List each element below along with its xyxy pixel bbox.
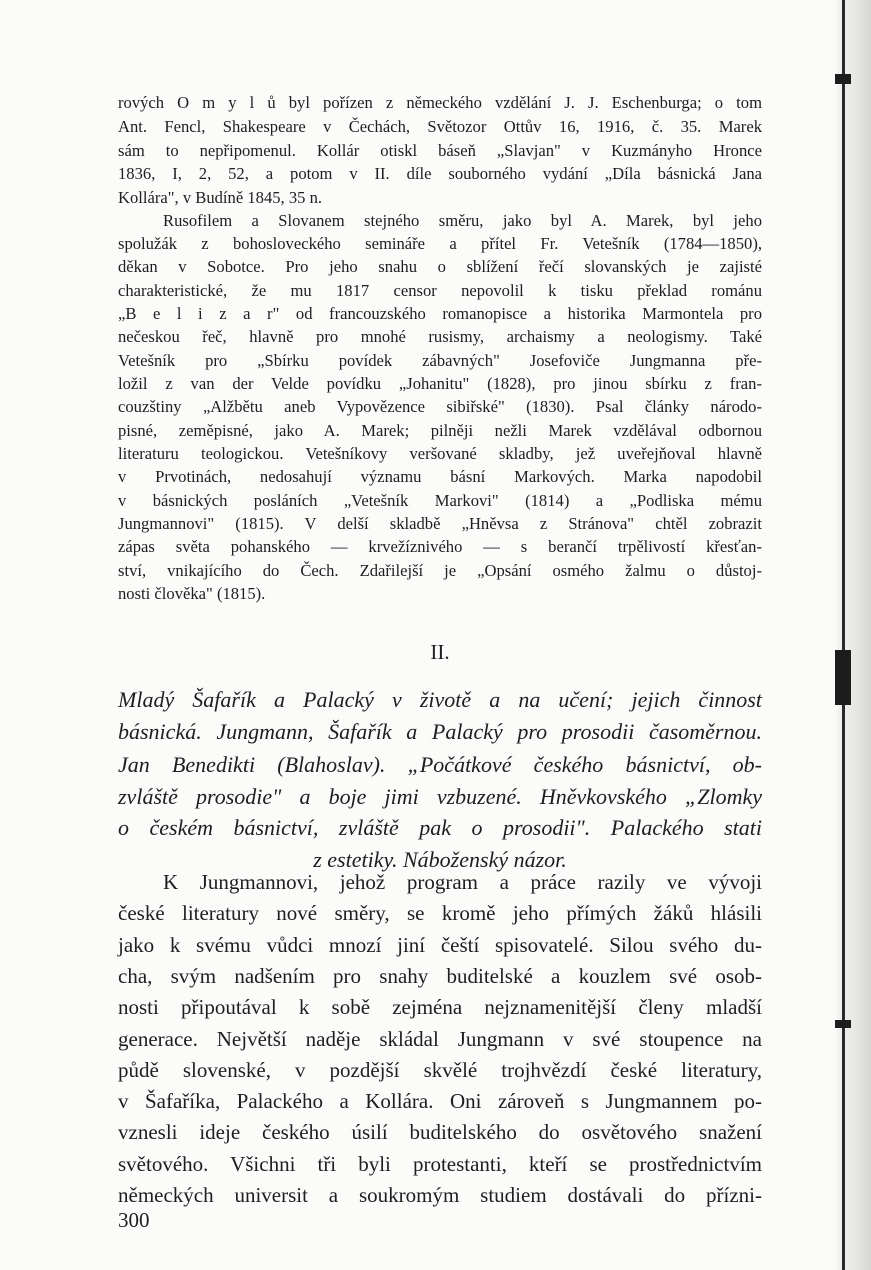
chapter-title-line: o českém básnictví, zvláště pak o prosodii". Palackého stati [118,815,762,840]
chapter-title-line: z estetiky. Náboženský názor. [313,847,567,872]
text-line: charakteristické, že mu 1817 censor nepovolil k tisku překlad románu [118,281,762,300]
text-line: pisné, zeměpisné, jako A. Marek; pilněji nežli Marek vzdělával odbornou [118,421,762,440]
text-line: couzštiny „Alžbětu aneb Vypovězence sibiřské" (1830). Psal články národo- [118,397,762,416]
text-line: Rusofilem a Slovanem stejného směru, jako byl A. Marek, byl jeho [163,211,762,230]
text-line: německých universit a soukromým studiem dostávali do přízni- [118,1183,762,1207]
edge-mark [835,74,851,84]
chapter-title-line: Mladý Šafařík a Palacký v životě a na učení; jejich činnost [118,687,762,712]
text-line: nosti člověka" (1815). [118,584,266,603]
text-line: v básnických posláních „Vetešník Markovi" (1814) a „Podliska mému [118,491,762,510]
text-line: 1836, I, 2, 52, a potom v II. díle souborného vydání „Díla básnická Jana [118,164,762,183]
text-line: děkan v Sobotce. Pro jeho snahu o sblížení řečí slovanských je zajisté [118,257,762,276]
text-line: spolužák z bohosloveckého semináře a přítel Fr. Vetešník (1784—1850), [118,234,762,253]
text-line: rových O m y l ů byl pořízen z německého vzdělání J. J. Eschenburga; o tom [118,93,762,112]
chapter-title-line: Jan Benedikti (Blahoslav). „Počátkové českého básnictví, ob- [118,752,762,777]
text-line: sám to nepřipomenul. Kollár otiskl báseň „Slavjan" v Kuzmányho Hronce [118,141,762,160]
text-line: ložil z van der Velde povídku „Johanitu" (1828), pro jinou sbírku z fran- [118,374,762,393]
text-line: K Jungmannovi, jehož program a práce razily ve vývoji [163,870,762,894]
page-binding-edge [842,0,845,1270]
text-line: Vetešník pro „Sbírku povídek zábavných" Josefoviče Jungmanna pře- [118,351,762,370]
text-line: půdě slovenské, v pozdější skvělé trojhvězdí české literatury, [118,1057,762,1082]
page-number: 300 [118,1208,150,1232]
text-line: generace. Největší naděje skládal Jungmann v své stoupence na [118,1026,762,1051]
text-line: nečeskou řeč, hlavně pro mnohé rusismy, archaismy a neologismy. Také [118,327,762,346]
text-line: v Šafaříka, Palackého a Kollára. Oni zároveň s Jungmannem po- [118,1089,762,1114]
text-line: světového. Všichni tři byli protestanti, kteří se prostřednictvím [118,1151,762,1176]
text-line: Ant. Fencl, Shakespeare v Čechách, Světozor Ottův 16, 1916, č. 35. Marek [118,117,762,136]
text-line: ství, vnikajícího do Čech. Zdařilejší je „Opsání osmého žalmu o důstoj- [118,561,762,580]
text-line: zápas světa pohanského — krvežíznivého — s berančí trpělivostí křesťan- [118,537,762,556]
text-line: nosti připoutával k sobě zejména nejznamenitější členy mladší [118,995,762,1020]
chapter-title-line: básnická. Jungmann, Šafařík a Palacký pro prosodii časoměrnou. [118,719,762,744]
text-line: literaturu teologickou. Vetešníkovy veršované skladby, jež uveřejňoval hlavně [118,444,762,463]
text-line: Kollára", v Budíně 1845, 35 n. [118,188,323,207]
text-line: „B e l i z a r" od francouzského romanopisce a historika Marmontela pro [118,304,762,323]
chapter-title-line: zvláště prosodie" a boje jimi vzbuzené. Hněvkovského „Zlomky [118,784,762,809]
text-line: Jungmannovi" (1815). V delší skladbě „Hněvsa z Stránova" chtěl zobrazit [118,514,762,533]
chapter-number: II. [430,640,450,664]
text-line: v Prvotinách, nedosahují významu básní Markových. Marka napodobil [118,467,762,486]
edge-mark [835,650,851,705]
edge-mark [835,1020,851,1028]
text-line: cha, svým nadšením pro snahy buditelské a kouzlem své osob- [118,963,762,988]
text-line: české literatury nové směry, se kromě jeho přímých žáků hlásili [118,901,762,926]
text-line: vznesli ideje českého úsilí buditelského do osvětového snažení [118,1120,762,1145]
text-line: jako k svému vůdci mnozí jiní čeští spisovatelé. Silou svého du- [118,932,762,957]
